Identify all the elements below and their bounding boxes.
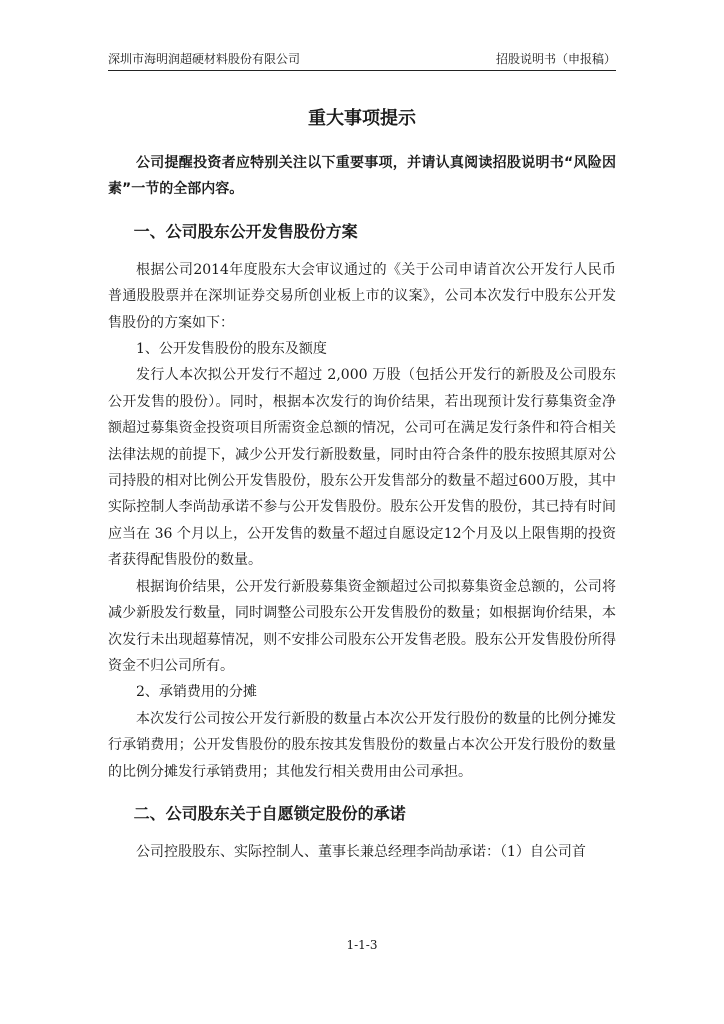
section-2-heading: 二、公司股东关于自愿锁定股份的承诺	[133, 803, 406, 823]
section-1-subheading-1: 1、公开发售股份的股东及额度	[136, 341, 327, 358]
page-number: 1-1-3	[346, 938, 378, 952]
header-company: 深圳市海明润超硬材料股份有限公司	[108, 52, 301, 66]
page-title: 重大事项提示	[308, 108, 416, 129]
section-1-paragraph-2: 发行人本次拟公开发行不超过 2,000 万股（包括公开发行的新股及公司股东公开发售的股份）。同时，根据本次发行的询价结果，若出现预计发行募集资金净额超过募集资金投资项目所需资金总额的情况，公司可在满足发行条件和符合相关法律法规的前提下，减少公开发行新股数量，同时由符合条件的股东按照其原对公司持股的相对比例公开发售股份，股东公开发售部分的数量不超过600万股，其中实际控制人李尚劼承诺不参与公开发售股份。股东公开发售的股份，其已持有时间应当在 36 个月以上，公开发售的数量不超过自愿设定12个月及以上限售期的投资者获得配售股份的数量。	[108, 367, 616, 569]
section-1-paragraph-3: 根据询价结果，公开发行新股募集资金额超过公司拟募集资金总额的，公司将减少新股发行数量，同时调整公司股东公开发售股份的数量；如根据询价结果，本次发行未出现超募情况，则不安排公司股东公开发售老股。股东公开发售股份所得资金不归公司所有。	[108, 578, 616, 674]
section-2-paragraph-1: 公司控股股东、实际控制人、董事长兼总经理李尚劼承诺：（1）自公司首	[136, 843, 586, 860]
header-rule	[108, 70, 616, 71]
intro-paragraph: 公司提醒投资者应特别关注以下重要事项，并请认真阅读招股说明书“风险因素”一节的全部内容。	[108, 155, 616, 198]
section-1-paragraph-4: 本次发行公司按公开发行新股的数量占本次公开发行股份的数量的比例分摊发行承销费用；公开发售股份的股东按其发售股份的数量占本次公开发行股份的数量的比例分摊发行承销费用；其他发行相关费用由公司承担。	[108, 710, 616, 780]
section-1-paragraph-1: 根据公司2014年度股东大会审议通过的《关于公司申请首次公开发行人民币普通股股票并在深圳证券交易所创业板上市的议案》，公司本次发行中股东公开发售股份的方案如下：	[108, 261, 616, 331]
section-1-subheading-2: 2、承销费用的分摊	[136, 684, 257, 701]
page-header	[108, 50, 616, 68]
header-doc-type: 招股说明书（申报稿）	[495, 52, 616, 66]
section-1-heading: 一、公司股东公开发售股份方案	[133, 221, 358, 241]
page-content	[108, 82, 616, 865]
